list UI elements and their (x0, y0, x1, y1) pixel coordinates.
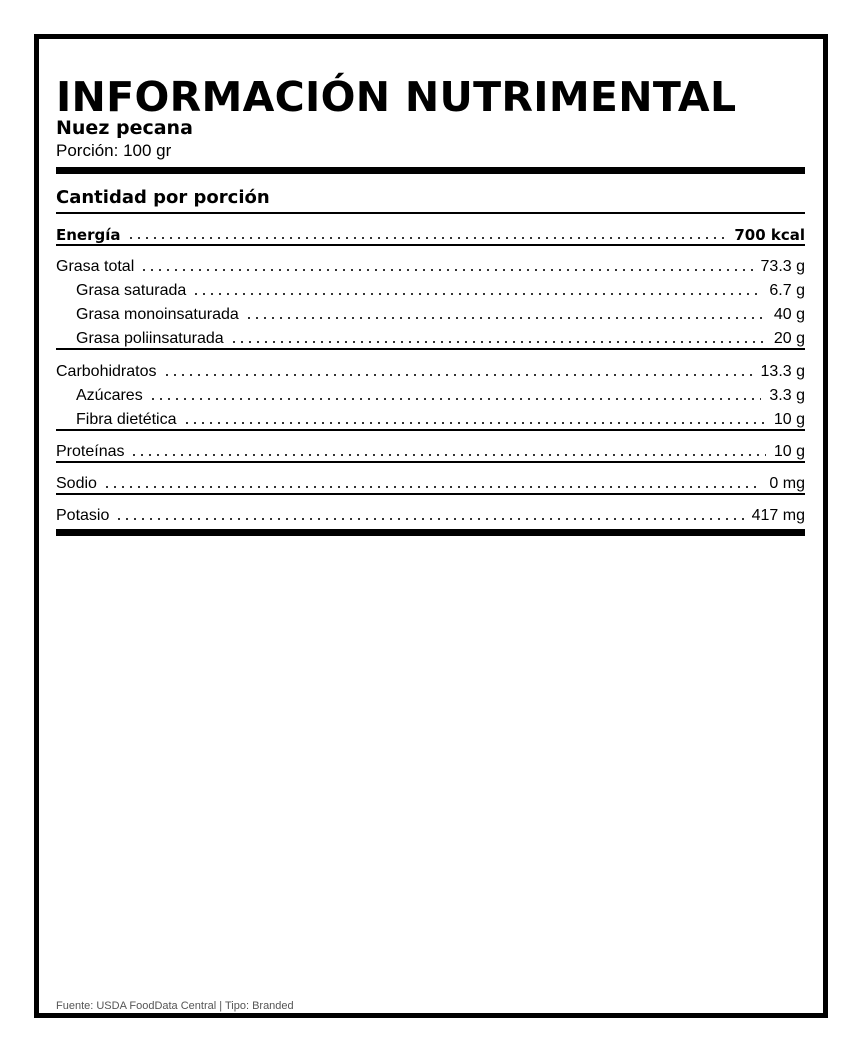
thick-divider (56, 529, 805, 536)
nutrient-row-sugars (56, 384, 805, 406)
nutrient-row-saturated-fat (56, 279, 805, 301)
nutrition-label (34, 34, 828, 1018)
nutrient-row-energy (56, 223, 805, 245)
dot-leader (140, 269, 752, 271)
nutrient-value: 10 g (773, 443, 805, 460)
divider (56, 461, 805, 463)
nutrient-name: Energía (56, 226, 121, 244)
nutrient-name: Grasa saturada (76, 282, 187, 299)
label-title: INFORMACIÓN NUTRIMENTAL (56, 73, 737, 121)
dot-leader (192, 293, 761, 295)
nutrient-row-polyunsaturated-fat (56, 327, 805, 349)
nutrient-value: 40 g (773, 306, 805, 323)
nutrient-name: Sodio (56, 475, 97, 492)
nutrient-value: 3.3 g (769, 387, 805, 404)
nutrient-value: 13.3 g (760, 363, 805, 380)
nutrient-name: Carbohidratos (56, 363, 157, 380)
serving-size: Porción: 100 gr (56, 141, 172, 160)
dot-leader (127, 237, 727, 239)
nutrient-name: Azúcares (76, 387, 143, 404)
nutrient-value: 10 g (773, 411, 805, 428)
dot-leader (149, 398, 762, 400)
nutrient-name: Proteínas (56, 443, 125, 460)
divider (56, 212, 805, 214)
dot-leader (130, 454, 765, 456)
dot-leader (245, 317, 766, 319)
nutrient-name: Potasio (56, 507, 110, 524)
nutrient-row-carbohydrates (56, 360, 805, 382)
nutrient-row-total-fat (56, 255, 805, 277)
nutrient-row-sodium (56, 472, 805, 494)
nutrient-name: Grasa monoinsaturada (76, 306, 239, 323)
nutrient-row-fiber (56, 408, 805, 430)
source-footer: Fuente: USDA FoodData Central | Tipo: Branded (56, 1000, 294, 1012)
dot-leader (230, 341, 766, 343)
dot-leader (183, 422, 766, 424)
divider (56, 244, 805, 246)
divider (56, 493, 805, 495)
nutrient-value: 417 mg (751, 507, 805, 524)
divider (56, 348, 805, 350)
section-heading: Cantidad por porción (56, 187, 270, 208)
nutrient-name: Fibra dietética (76, 411, 177, 428)
divider (56, 429, 805, 431)
nutrient-name: Grasa total (56, 258, 135, 275)
nutrient-row-potassium (56, 504, 805, 526)
nutrient-row-protein (56, 440, 805, 462)
dot-leader (115, 518, 743, 520)
thick-divider (56, 167, 805, 174)
nutrient-value: 700 kcal (734, 226, 805, 244)
product-name: Nuez pecana (56, 117, 193, 139)
nutrient-value: 6.7 g (769, 282, 805, 299)
nutrient-value: 0 mg (769, 475, 805, 492)
dot-leader (163, 374, 753, 376)
dot-leader (103, 486, 762, 488)
nutrient-name: Grasa poliinsaturada (76, 330, 224, 347)
nutrient-value: 73.3 g (760, 258, 805, 275)
nutrient-row-monounsaturated-fat (56, 303, 805, 325)
nutrient-value: 20 g (773, 330, 805, 347)
